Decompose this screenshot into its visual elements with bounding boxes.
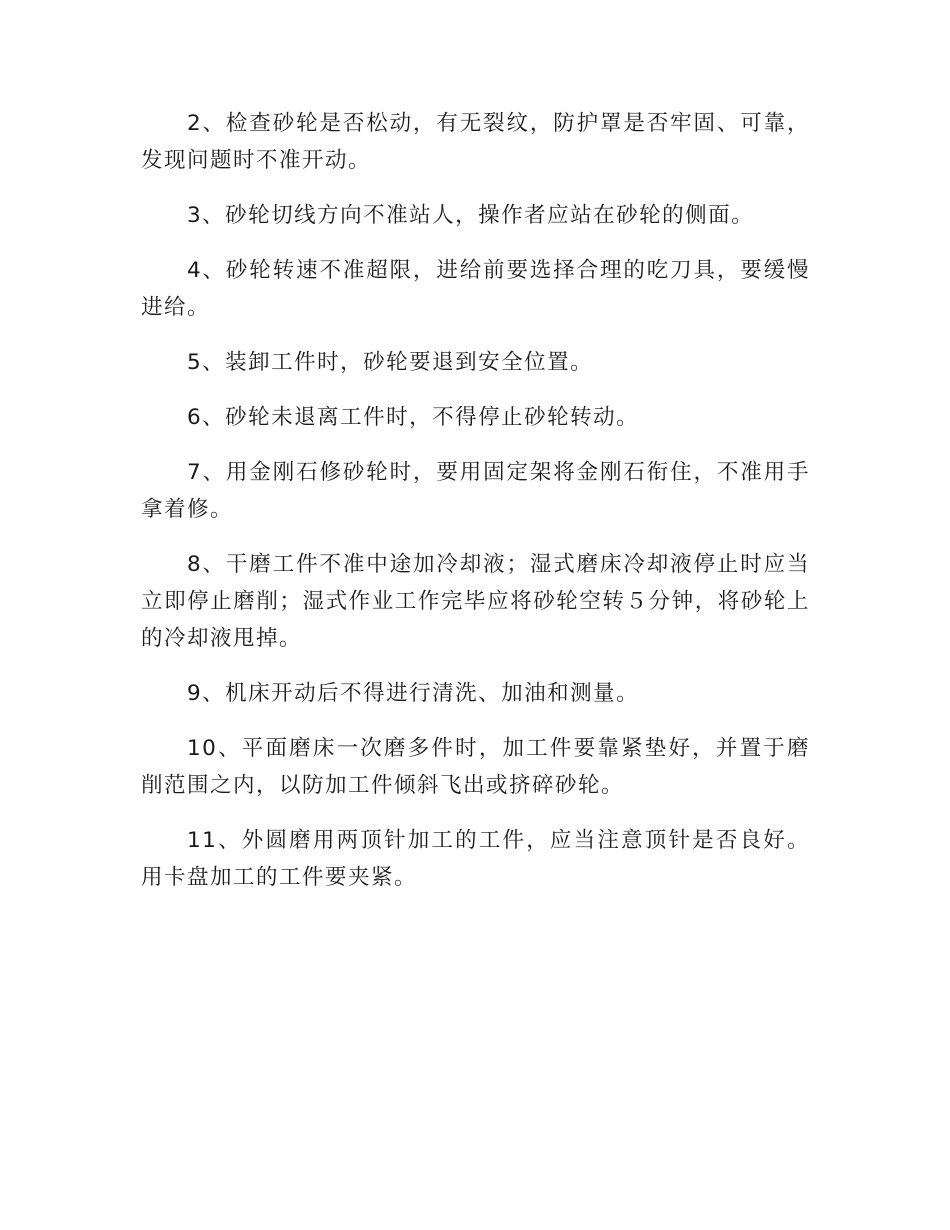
paragraph-item-5: 5、装卸工件时，砂轮要退到安全位置。 [187, 350, 594, 375]
paragraph-item-7: 7、用金刚石修砂轮时，要用固定架将金刚石衔住，不准用手拿着修。 [141, 460, 810, 522]
paragraph-item-11: 11、外圆磨用两顶针加工的工件，应当注意顶针是否良好。用卡盘加工的工件要夹紧。 [141, 828, 810, 890]
paragraph-item-8: 8、干磨工件不准中途加冷却液；湿式磨床冷却液停止时应当立即停止磨削；湿式作业工作完毕应将砂轮空转５分钟，将砂轮上的冷却液甩掉。 [141, 552, 810, 651]
paragraph-item-4: 4、砂轮转速不准超限，进给前要选择合理的吃刀具，要缓慢进给。 [141, 258, 810, 320]
paragraph-item-6: 6、砂轮未退离工件时，不得停止砂轮转动。 [187, 405, 640, 430]
paragraph-item-3: 3、砂轮切线方向不准站人，操作者应站在砂轮的侧面。 [187, 203, 755, 228]
paragraph-item-2: 2、检查砂轮是否松动，有无裂纹，防护罩是否牢固、可靠，发现问题时不准开动。 [141, 111, 810, 173]
paragraph-item-10: 10、平面磨床一次磨多件时，加工件要靠紧垫好，并置于磨削范围之内，以防加工件倾斜飞出或挤碎砂轮。 [141, 736, 810, 798]
paragraph-item-9: 9、机床开动后不得进行清洗、加油和测量。 [187, 681, 640, 706]
